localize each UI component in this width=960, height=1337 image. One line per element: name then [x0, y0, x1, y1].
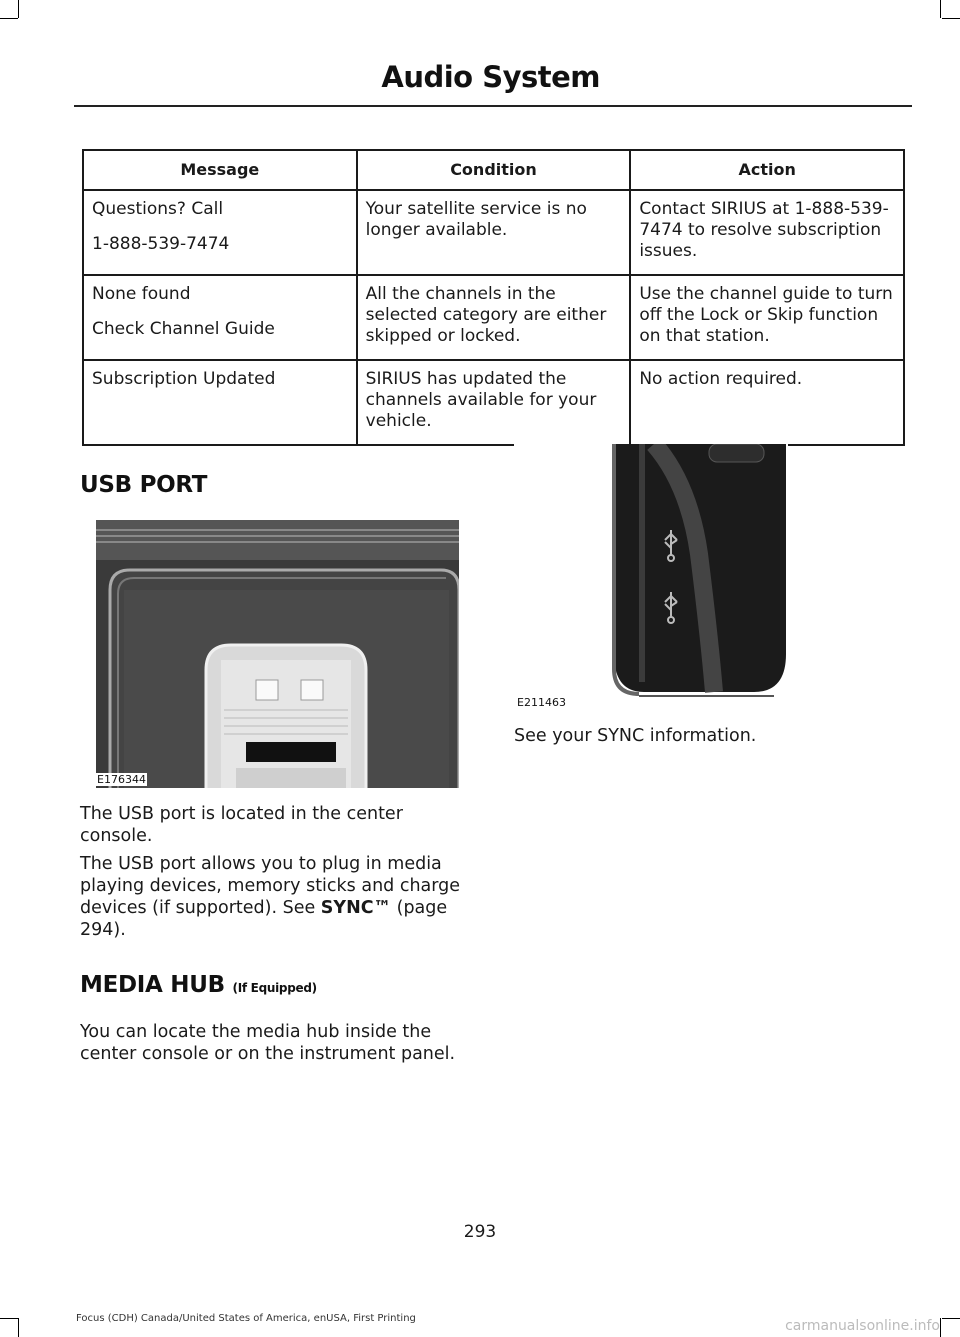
usb-port-figure [96, 520, 459, 788]
usb-usage-text-part: The USB port allows you to plug in media playing devices, memory sticks and charge devices (if supported). See [80, 854, 461, 918]
crop-mark [0, 18, 18, 19]
condition-cell: Your satellite service is no longer available. [357, 190, 631, 275]
if-equipped-qualifier: (If Equipped) [232, 981, 317, 995]
page-title: Audio System [381, 60, 600, 94]
center-console-illustration [96, 520, 459, 788]
crop-mark [0, 1318, 18, 1319]
watermark: carmanualsonline.info [785, 1318, 940, 1334]
column-header-condition: Condition [357, 150, 631, 190]
usb-usage-text [80, 853, 480, 941]
media-hub-heading [80, 972, 317, 998]
crop-mark [940, 0, 941, 18]
message-line: Check Channel Guide [92, 319, 275, 339]
condition-cell: SIRIUS has updated the channels available for your vehicle. [357, 360, 631, 445]
table-header-row [83, 150, 904, 190]
footer-text: Focus (CDH) Canada/United States of America, enUSA, First Printing [76, 1313, 416, 1324]
see-sync-text: See your SYNC information. [514, 726, 757, 746]
usb-port-heading: USB PORT [80, 472, 208, 498]
figure-id-label: E211463 [517, 696, 566, 709]
crop-mark [942, 18, 960, 19]
media-hub-title: MEDIA HUB [80, 972, 225, 998]
figure-id-label: E176344 [97, 773, 146, 786]
column-header-message: Message [83, 150, 357, 190]
message-line: None found [92, 284, 191, 304]
message-cell [83, 360, 357, 445]
crop-mark [942, 1318, 960, 1319]
usb-usage-text-part: (page 294). [80, 898, 448, 940]
crop-mark [940, 1318, 941, 1337]
message-cell [83, 275, 357, 360]
crop-mark [18, 0, 19, 18]
media-hub-illustration [514, 444, 788, 712]
action-cell: Contact SIRIUS at 1-888-539-7474 to resolve subscription issues. [630, 190, 904, 275]
action-cell: No action required. [630, 360, 904, 445]
table-row [83, 190, 904, 275]
message-line: Questions? Call [92, 199, 224, 219]
table-row [83, 275, 904, 360]
page-number: 293 [463, 1222, 497, 1242]
sync-link[interactable]: SYNC™ [320, 898, 392, 918]
table-row [83, 360, 904, 445]
crop-mark [18, 1318, 19, 1337]
message-line: Subscription Updated [92, 369, 276, 389]
message-table [82, 149, 905, 446]
header-rule [74, 105, 912, 107]
media-hub-figure [514, 444, 788, 712]
usb-location-text: The USB port is located in the center console. [80, 804, 403, 846]
column-header-action: Action [630, 150, 904, 190]
message-line: 1-888-539-7474 [92, 234, 230, 254]
condition-cell: All the channels in the selected category are either skipped or locked. [357, 275, 631, 360]
action-cell: Use the channel guide to turn off the Lock or Skip function on that station. [630, 275, 904, 360]
media-hub-location-text: You can locate the media hub inside the center console or on the instrument panel. [80, 1022, 456, 1064]
message-cell [83, 190, 357, 275]
